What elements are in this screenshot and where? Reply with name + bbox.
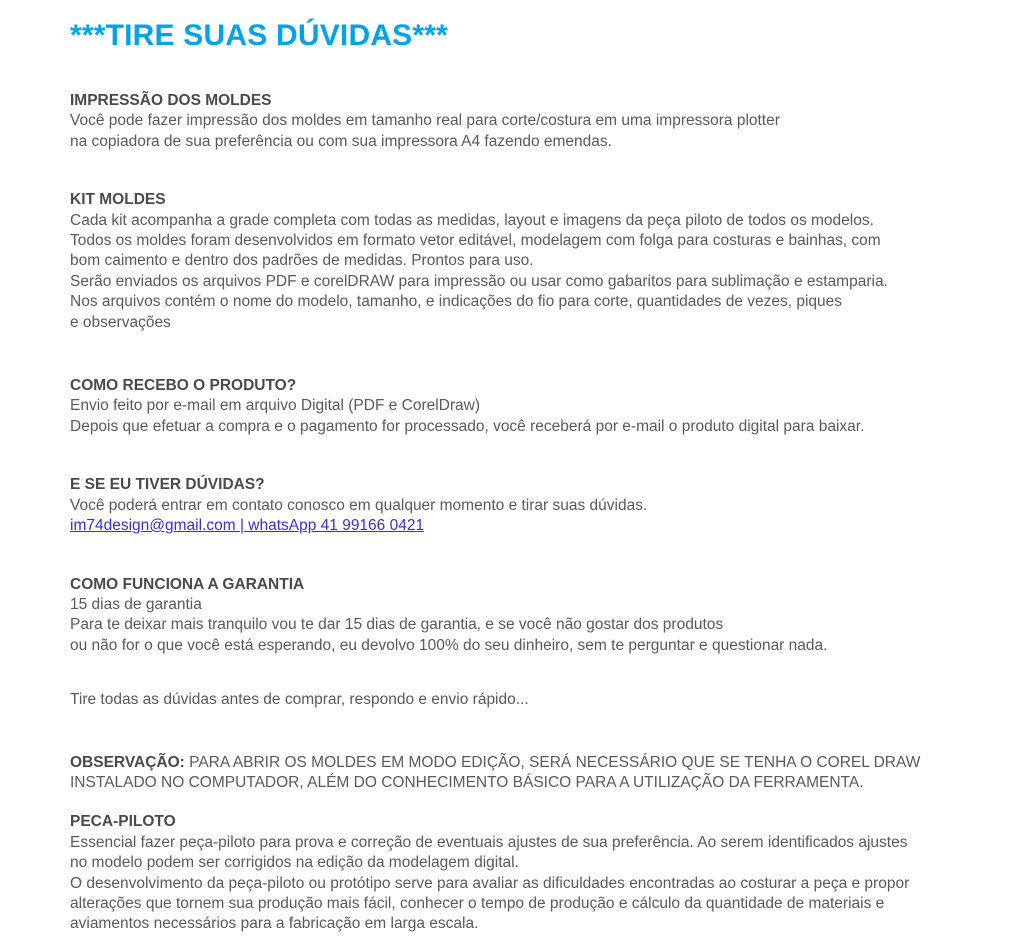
section-heading: COMO FUNCIONA A GARANTIA [70,575,305,593]
section-heading: IMPRESSÃO DOS MOLDES [70,92,272,109]
bold-note-line: Tire todas as dúvidas antes de comprar, respondo e envio rápido... [70,691,529,709]
paragraph-line: aviamentos necessários para a fabricação em larga escala. [70,915,479,933]
contact-email-whatsapp-link[interactable]: im74design@gmail.com | whatsApp 41 99166 0421 [70,517,425,535]
paragraph-line: bom caimento e dentro dos padrões de medidas. Prontos para uso. [70,252,534,270]
section-observacao [70,753,989,794]
paragraph-line: no modelo podem ser corrigidos na edição da modelagem digital. [70,854,519,872]
paragraph-line: Todos os moldes foram desenvolvidos em formato vetor editável, modelagem com folga para costuras e bainhas, com [70,232,881,250]
paragraph-line: O desenvolvimento da peça-piloto ou protótipo serve para avaliar as dificuldades encontradas ao costurar a peça e propor [70,874,910,892]
paragraph-line: Essencial fazer peça-piloto para prova e correção de eventuais ajustes de sua preferência. Ao serem identificados ajustes [70,833,908,851]
paragraph-line: Serão enviados os arquivos PDF e corelDRAW para impressão ou usar como gabaritos para sublimação e estamparia. [70,272,888,290]
observacao-text: PARA ABRIR OS MOLDES EM MODO EDIÇÃO, SERÁ NECESSÁRIO QUE SE TENHA O COREL DRAW [189,753,921,771]
section-como-recebo-o-produto [70,376,989,437]
section-impressao-dos-moldes [70,91,989,152]
observacao-label: OBSERVAÇÃO: [70,753,185,771]
paragraph-line: Você pode fazer impressão dos moldes em tamanho real para corte/costura em uma impressora plotter [70,112,780,130]
contact-line [70,516,989,536]
section-heading: E SE EU TIVER DÚVIDAS? [70,476,265,494]
paragraph-line: Cada kit acompanha a grade completa com todas as medidas, layout e imagens da peça piloto de todos os modelos. [70,211,874,229]
paragraph-line: alterações que tornem sua produção mais fácil, conhecer o tempo de produção e cálculo da quantidade de materiais e [70,894,885,912]
section-peca-piloto [70,812,989,934]
paragraph-line: Você poderá entrar em contato conosco em qualquer momento e tirar suas dúvidas. [70,496,648,514]
page-title: ***TIRE SUAS DÚVIDAS*** [70,19,449,52]
section-heading: KIT MOLDES [70,191,166,209]
paragraph-line: Nos arquivos contém o nome do modelo, tamanho, e indicações do fio para corte, quantidades de vezes, piques [70,293,843,311]
paragraph-line: ou não for o que você está esperando, eu devolvo 100% do seu dinheiro, sem te perguntar e questionar nada. [70,636,828,654]
paragraph-line: Para te deixar mais tranquilo vou te dar 15 dias de garantia, e se você não gostar dos produtos [70,616,724,634]
section-note [70,690,989,710]
observacao-line-1 [70,753,989,773]
paragraph-line: na copiadora de sua preferência ou com sua impressora A4 fazendo emendas. [70,132,612,150]
paragraph-line: e observações [70,313,171,331]
section-heading: PECA-PILOTO [70,813,176,831]
paragraph-line: 15 dias de garantia [70,595,202,613]
section-como-funciona-a-garantia [70,575,989,657]
observacao-line-2: INSTALADO NO COMPUTADOR, ALÉM DO CONHECIMENTO BÁSICO PARA A UTILIZAÇÃO DA FERRAMENTA. [70,773,864,791]
section-e-se-eu-tiver-duvidas [70,475,989,536]
paragraph-line: Envio feito por e-mail em arquivo Digital (PDF e CorelDraw) [70,397,481,415]
paragraph-line: Depois que efetuar a compra e o pagamento for processado, você receberá por e-mail o produto digital para baixar. [70,417,865,435]
section-kit-moldes [70,190,989,333]
section-heading: COMO RECEBO O PRODUTO? [70,377,297,395]
